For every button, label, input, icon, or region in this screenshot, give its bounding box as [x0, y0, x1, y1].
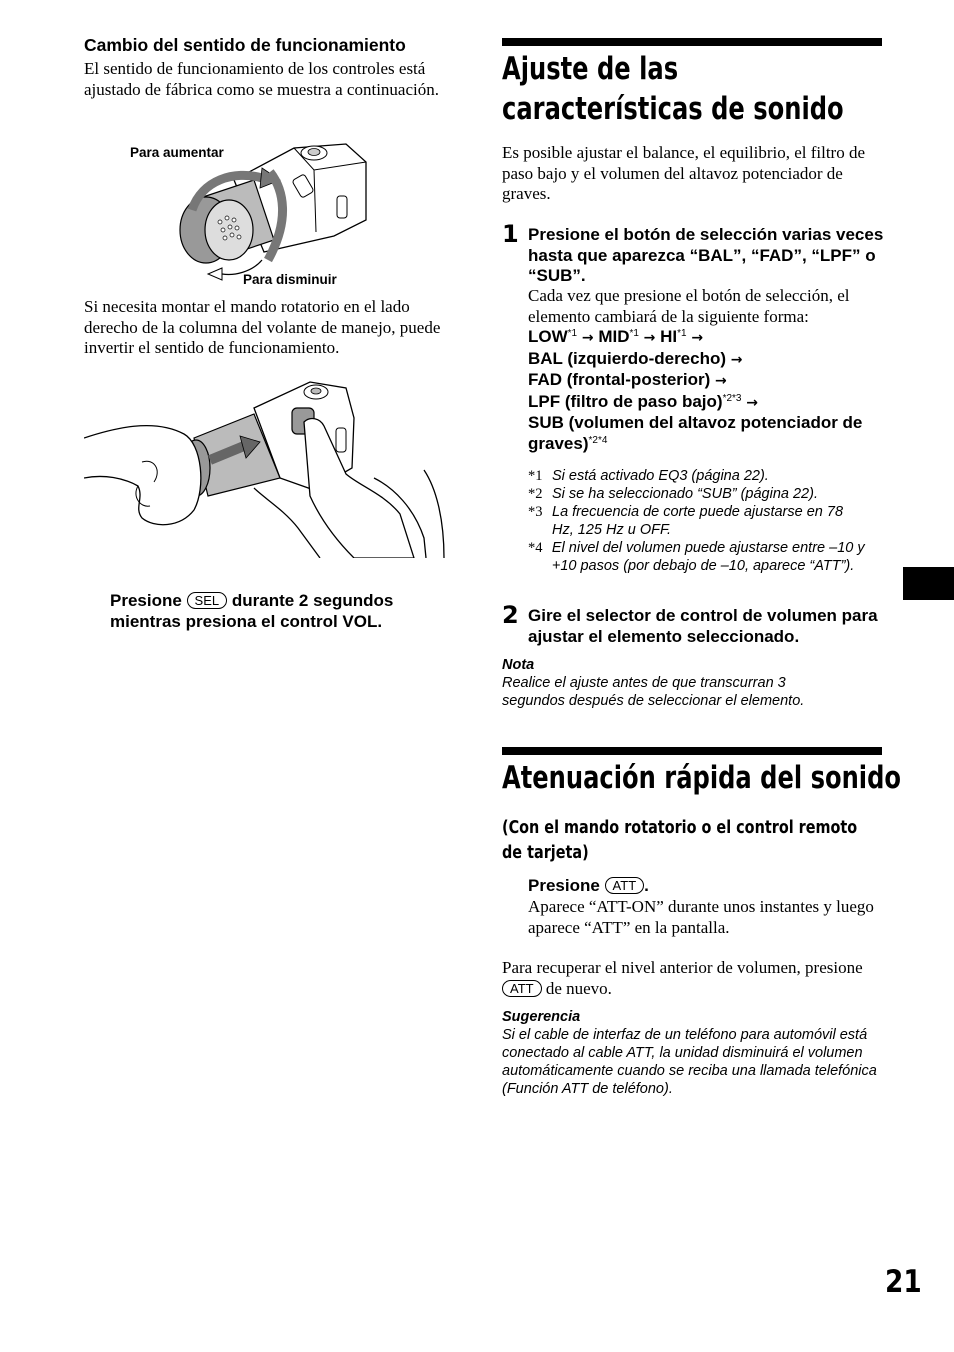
seq-lpf: LPF (filtro de paso bajo): [528, 391, 723, 411]
rotary-direction-figure: [84, 140, 424, 290]
seq-fad: FAD (frontal-posterior): [528, 370, 711, 389]
arrow-icon: →: [691, 330, 704, 346]
sel-instruction-post: durante 2 segundos mientras presiona el control VOL.: [110, 591, 394, 631]
footnote-mark: *4: [528, 540, 543, 556]
label-decrease: Para disminuir: [243, 272, 337, 287]
subtitle-line: (Con el mando rotatorio o el control remoto: [502, 817, 858, 838]
seq-hi-sup: *1: [677, 328, 687, 339]
seq-sub-sup: *2*4: [588, 434, 608, 446]
step-number: 2: [502, 601, 519, 629]
section-title-text: Ajuste de las características de sonido: [502, 51, 844, 127]
seq-sub: SUB (volumen del altavoz potenciador de graves): [528, 413, 863, 453]
sound-intro-paragraph: Es posible ajustar el balance, el equilibrio, el filtro de paso bajo y el volumen del altavoz potenciador de graves.: [502, 143, 866, 203]
footnote-mark: *3: [528, 504, 543, 520]
footnote: [528, 503, 880, 539]
restore-paragraph: [502, 958, 872, 999]
footnote-mark: *2: [528, 486, 543, 502]
seq-mid-sup: *1: [629, 328, 639, 339]
label-increase: Para aumentar: [130, 145, 224, 160]
footnote-text: La frecuencia de corte puede ajustarse en 78 Hz, 125 Hz u OFF.: [552, 504, 844, 538]
section-rule: [502, 747, 882, 755]
arrow-icon: →: [581, 330, 594, 346]
intro-paragraph: El sentido de funcionamiento de los controles está ajustado de fábrica como se muestra a continuación.: [84, 59, 439, 99]
seq-low-sup: *1: [567, 328, 578, 339]
step1-title: Presione el botón de selección varias veces hasta que aparezca “BAL”, “FAD”, “LPF” o “SUB”.: [528, 225, 884, 285]
arrow-icon: →: [730, 351, 743, 368]
subtitle-line: de tarjeta): [502, 842, 589, 863]
seq-mid: MID: [598, 327, 630, 346]
footnote-text: El nivel del volumen puede ajustarse entre –10 y +10 pasos (por debajo de –10, aparece “ATT”).: [551, 540, 865, 574]
reverse-paragraph: Si necesita montar el mando rotatorio en el lado derecho de la columna del volante de manejo, puede invertir el sentido de funcionamiento.: [84, 297, 441, 357]
note-text: Realice el ajuste antes de que transcurran 3 segundos después de seleccionar el elemento.: [502, 675, 805, 709]
sel-key-icon: SEL: [187, 592, 228, 609]
section-title-attenuation: Atenuación rápida del sonido: [502, 760, 902, 796]
footnote: [528, 467, 880, 485]
seq-bal: BAL (izquierdo-derecho): [528, 348, 727, 368]
hand-pressing-knob-illustration: [84, 378, 446, 558]
seq-line-sub: [528, 413, 888, 454]
seq-low: LOW: [528, 327, 568, 346]
att-instruction-post: .: [644, 876, 649, 895]
step-number: 1: [502, 220, 519, 248]
subsection-heading: Cambio del sentido de funcionamiento: [84, 35, 406, 55]
rotary-commander-illustration: [84, 140, 424, 290]
att-instruction: [528, 876, 878, 897]
footnote: [528, 539, 880, 575]
footnote-mark: *1: [528, 468, 543, 484]
att-key-icon: ATT: [605, 877, 645, 894]
section-rule: [502, 38, 882, 46]
note-label: Nota: [502, 657, 535, 673]
footnote-text: Si se ha seleccionado “SUB” (página 22).: [552, 486, 818, 502]
seq-lpf-sup: *2*3: [722, 392, 742, 404]
footnote: [528, 485, 880, 503]
footnotes: [528, 467, 880, 575]
att-body: Aparece “ATT-ON” durante unos instantes y luego aparece “ATT” en la pantalla.: [528, 897, 874, 937]
section-title-sound-settings: [502, 49, 882, 129]
sel-instruction-pre: Presione: [110, 591, 182, 610]
arrow-icon: →: [643, 330, 656, 346]
seq-hi: HI: [660, 327, 678, 346]
restore-pre: Para recuperar el nivel anterior de volumen, presione: [502, 958, 863, 977]
step2-title: Gire el selector de control de volumen para ajustar el elemento seleccionado.: [528, 606, 878, 646]
hand-press-figure: [84, 378, 446, 558]
att-instruction-pre: Presione: [528, 876, 600, 895]
page-number: 21: [885, 1264, 922, 1300]
att-key-icon: ATT: [502, 980, 542, 997]
seq-line-fad: [528, 370, 888, 392]
tip-text: Si el cable de interfaz de un teléfono para automóvil está conectado al cable ATT, la unidad disminuirá el volumen automáticamente cuando se reciba una llamada telefónica (Función ATT de teléfono).: [502, 1027, 877, 1097]
seq-line-bal: [528, 349, 888, 371]
restore-post: de nuevo.: [545, 978, 612, 998]
tip-label: Sugerencia: [502, 1009, 581, 1025]
sel-instruction: [110, 591, 455, 632]
section-tab-marker: [903, 567, 954, 600]
arrow-icon: →: [746, 394, 758, 411]
footnote-text: Si está activado EQ3 (página 22).: [552, 468, 769, 484]
step1-body: Cada vez que presione el botón de selección, el elemento cambiará de la siguiente forma:: [528, 286, 850, 326]
selection-sequence: [528, 327, 888, 454]
seq-line-lpf: [528, 392, 888, 414]
arrow-icon: →: [715, 373, 727, 389]
seq-line-eq: [528, 327, 888, 349]
section-subtitle: [502, 815, 882, 865]
